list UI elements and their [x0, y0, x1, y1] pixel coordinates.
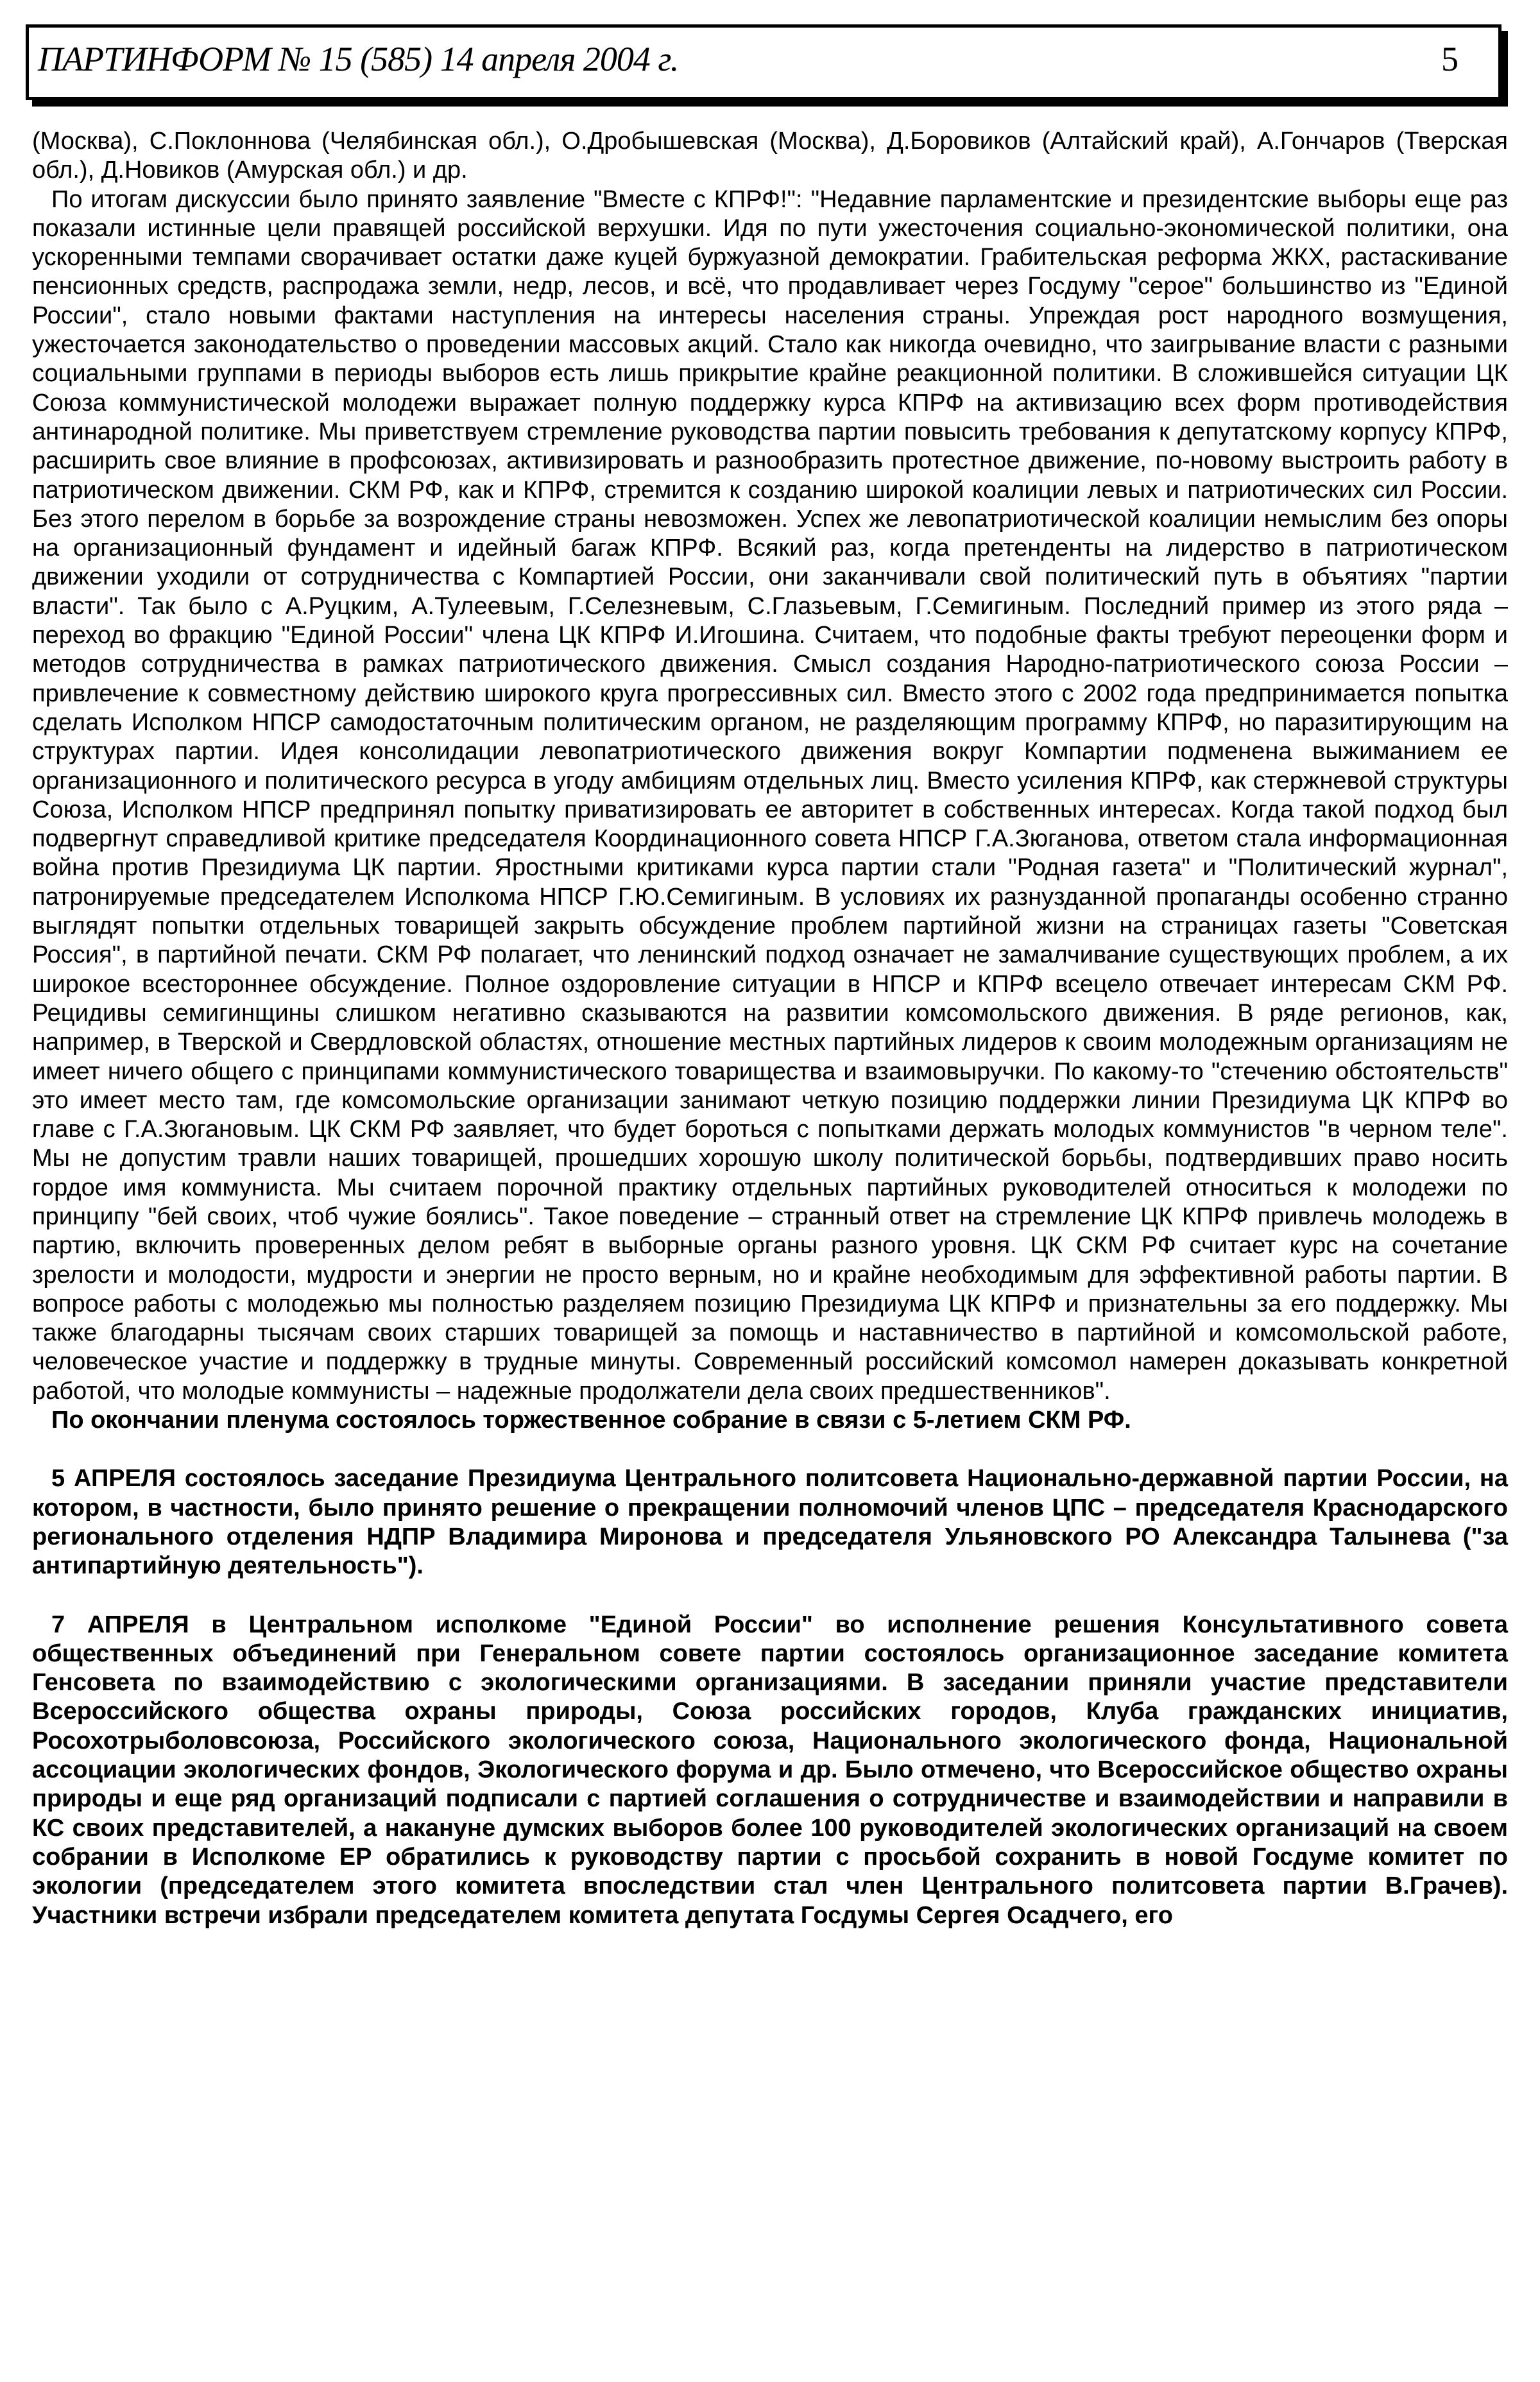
- page-number: 5: [1441, 40, 1459, 78]
- spacer: [32, 1581, 1508, 1611]
- article-body: [32, 127, 1508, 1930]
- paragraph-statement: По итогам дискуссии было принято заявление "Вместе с КПРФ!": "Недавние парламентские и президентские выборы еще раз показали истинные цели правящей российской верхушки. Идя по пути ужесточения социально-экономической политики, она ускоренными темпами сворачивает остатки даже куцей буржуазной демократии. Грабительская реформа ЖКХ, растаскивание пенсионных средств, распродажа земли, недр, лесов, и всё, что продавливает через Госдуму "серое" большинство из "Единой России", стало новыми фактами наступления на интересы населения страны. Упреждая рост народного возмущения, ужесточается законодательство о проведении массовых акций. Стало как никогда очевидно, что заигрывание власти с разными социальными группами в периоды выборов есть лишь прикрытие крайне реакционной политики. В сложившейся ситуации ЦК Союза коммунистической молодежи выражает полную поддержку курса КПРФ на активизацию всех форм противодействия антинародной политике. Мы приветствуем стремление руководства партии повысить требования к депутатскому корпусу КПРФ, расширить свое влияние в профсоюзах, активизировать и разнообразить протестное движение, по-новому выстроить работу в патриотическом движении. СКМ РФ, как и КПРФ, стремится к созданию широкой коалиции левых и патриотических сил России. Без этого перелом в борьбе за возрождение страны невозможен. Успех же левопатриотической коалиции немыслим без опоры на организационный фундамент и идейный багаж КПРФ. Всякий раз, когда претенденты на лидерство в патриотическом движении уходили от сотрудничества с Компартией России, они заканчивали свой политический путь в объятиях "партии власти". Так было с А.Руцким, А.Тулеевым, Г.Селезневым, С.Глазьевым, Г.Семигиным. Последний пример из этого ряда – переход во фракцию "Единой России" члена ЦК КПРФ И.Игошина. Считаем, что подобные факты требуют переоценки форм и методов сотрудничества в рамках патриотического движения. Смысл создания Народно-патриотического союза России – привлечение к совместному действию широкого круга прогрессивных сил. Вместо этого с 2002 года предпринимается попытка сделать Исполком НПСР самодостаточным политическим органом, не разделяющим программу КПРФ, но паразитирующим на структурах партии. Идея консолидации левопатриотического движения вокруг Компартии подменена выжиманием ее организационного и политического ресурса в угоду амбициям отдельных лиц. Вместо усиления КПРФ, как стержневой структуры Союза, Исполком НПСР предпринял попытку приватизировать ее авторитет в собственных интересах. Когда такой подход был подвергнут справедливой критике председателя Координационного совета НПСР Г.А.Зюганова, ответом стала информационная война против Президиума ЦК партии. Яростными критиками курса партии стали "Родная газета" и "Политический журнал", патронируемые председателем Исполкома НПСР Г.Ю.Семигиным. В условиях их разнузданной пропаганды особенно странно выглядят попытки отдельных товарищей закрыть обсуждение проблем партийной жизни на страницах газеты "Советская Россия", в партийной печати. СКМ РФ полагает, что ленинский подход означает не замалчивание существующих проблем, а их широкое всестороннее обсуждение. Полное оздоровление ситуации в НПСР и КПРФ всецело отвечает интересам СКМ РФ. Рецидивы семигинщины слишком негативно сказываются на развитии комсомольского движения. В ряде регионов, как, например, в Тверской и Свердловской областях, отношение местных партийных лидеров к своим молодежным организациям не имеет ничего общего с принципами коммунистического товарищества и взаимовыручки. По какому-то "стечению обстоятельств" это имеет место там, где комсомольские организации занимают четкую позицию поддержки линии Президиума ЦК КПРФ во главе с Г.А.Зюгановым. ЦК СКМ РФ заявляет, что будет бороться с попытками держать молодых коммунистов "в черном теле". Мы не допустим травли наших товарищей, прошедших хорошую школу политической борьбы, подтвердивших право носить гордое имя коммуниста. Мы считаем порочной практику отдельных партийных руководителей относиться к молодежи по принципу "бей своих, чтоб чужие боялись". Такое поведение – странный ответ на стремление ЦК КПРФ привлечь молодежь в партию, включить проверенных делом ребят в выборные органы разного уровня. ЦК СКМ РФ считает курс на сочетание зрелости и молодости, мудрости и энергии не просто верным, но и крайне необходимым для эффективной работы партии. В вопросе работы с молодежью мы полностью разделяем позицию Президиума ЦК КПРФ и признательны за его поддержку. Мы также благодарны тысячам своих старших товарищей за помощь и наставничество в партийной и комсомольской работе, человеческое участие и поддержку в трудные минуты. Современный российский комсомол намерен доказывать конкретной работой, что молодые коммунисты – надежные продолжатели дела своих предшественников".: [32, 185, 1508, 1405]
- paragraph-april-5: 5 АПРЕЛЯ состоялось заседание Президиума Центрального политсовета Национально-державной партии России, на котором, в частности, было принято решение о прекращении полномочий членов ЦПС – председателя Краснодарского регионального отделения НДПР Владимира Миронова и председателя Ульяновского РО Александра Талынева ("за антипартийную деятельность").: [32, 1465, 1508, 1580]
- paragraph-participants: (Москва), С.Поклоннова (Челябинская обл.), О.Дробышевская (Москва), Д.Боровиков (Алтайский край), А.Гончаров (Тверская обл.), Д.Новиков (Амурская обл.) и др.: [32, 128, 1508, 184]
- publication-title: ПАРТИНФОРМ № 15 (585) 14 апреля 2004 г.: [38, 40, 679, 78]
- spacer: [32, 1435, 1508, 1464]
- paragraph-plenum-end: По окончании пленума состоялось торжественное собрание в связи с 5-летием СКМ РФ.: [51, 1407, 1131, 1434]
- paragraph-april-7: 7 АПРЕЛЯ в Центральном исполкоме "Единой России" во исполнение решения Консультативного совета общественных объединений при Генеральном совете партии состоялось организационное заседание комитета Генсовета по взаимодействию с экологическими организациями. В заседании приняли участие представители Всероссийского общества охраны природы, Союза российских городов, Клуба гражданских инициатив, Росохотрыболовсоюза, Российского экологического союза, Национального экологического фонда, Национальной ассоциации экологических фондов, Экологического форума и др. Было отмечено, что Всероссийское общество охраны природы и еще ряд организаций подписали с партией соглашения о сотрудничестве и взаимодействии и направили в КС своих представителей, а накануне думских выборов более 100 руководителей экологических организаций на своем собрании в Исполкоме ЕР обратились к руководству партии с просьбой сохранить в новой Госдуме комитет по экологии (председателем этого комитета впоследствии стал член Центрального политсовета партии В.Грачев). Участники встречи избрали председателем комитета депутата Госдумы Сергея Осадчего, его: [32, 1611, 1508, 1929]
- page-header: [26, 24, 1502, 100]
